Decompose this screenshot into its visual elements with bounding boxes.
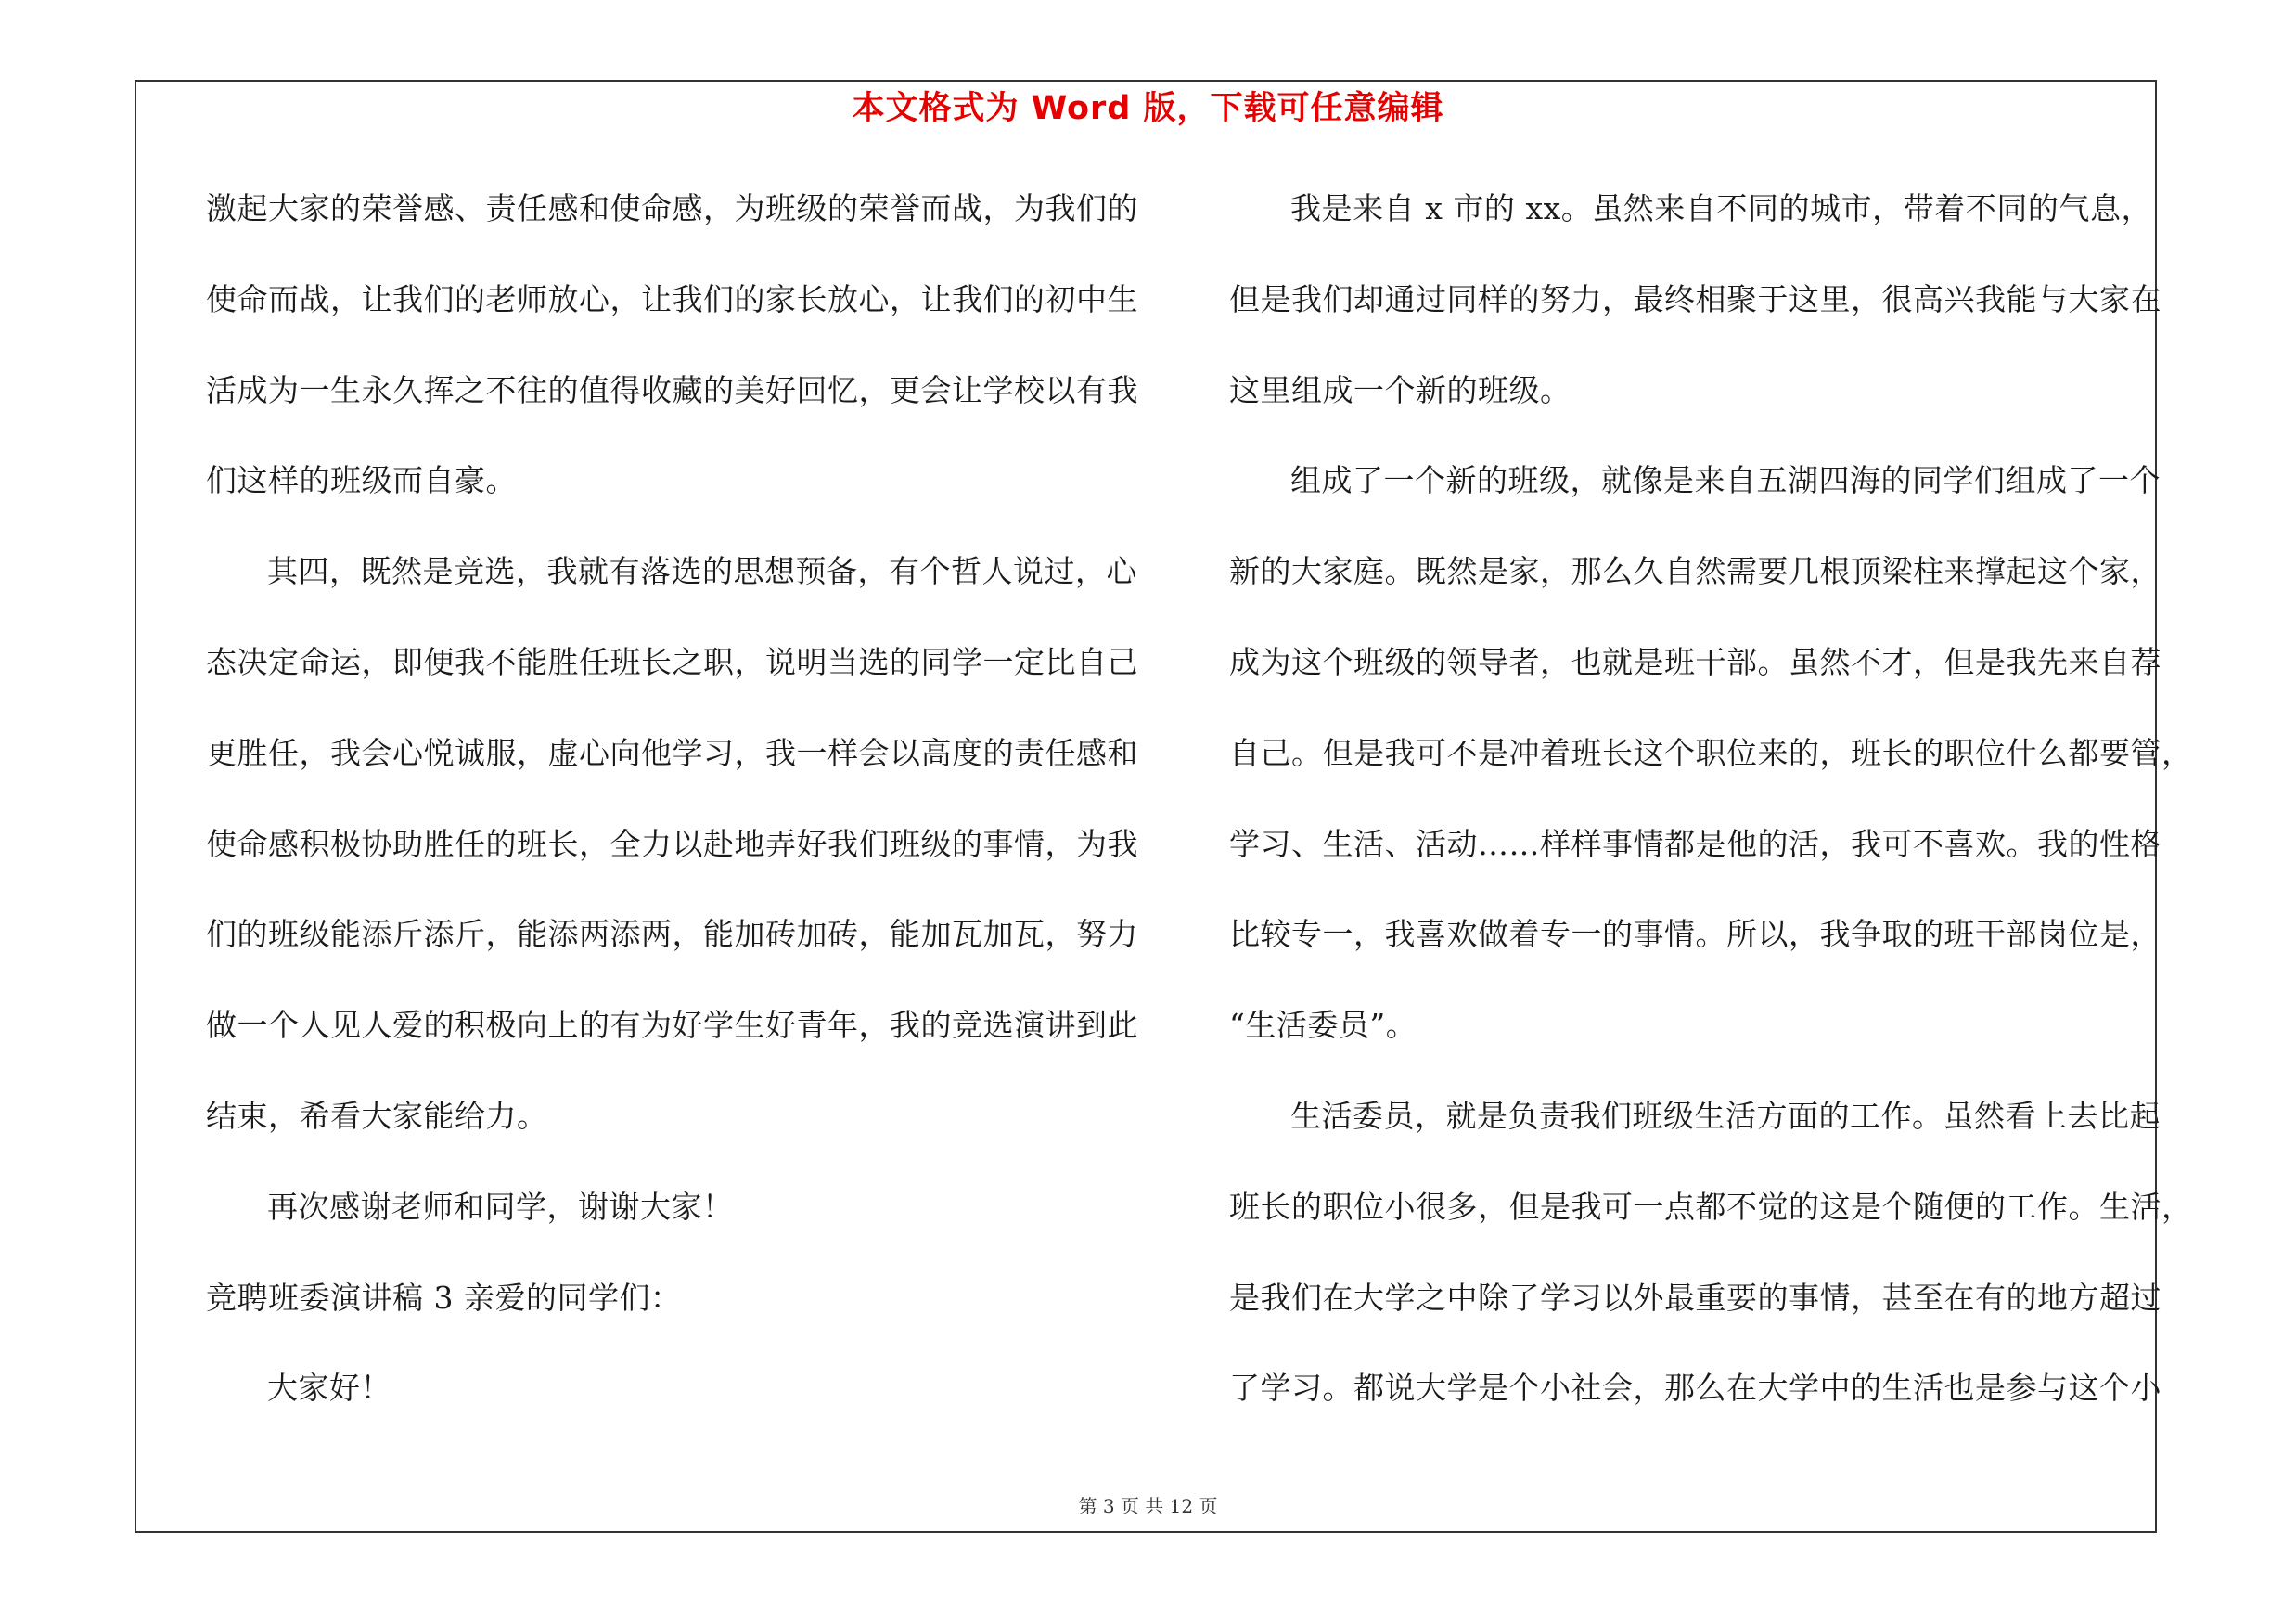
text-line: 了学习。都说大学是个小社会，那么在大学中的生活也是参与这个小 (1229, 1370, 2161, 1407)
text-line: 结束，希看大家能给力。 (206, 1097, 548, 1134)
text-line: 自己。但是我可不是冲着班长这个职位来的，班长的职位什么都要管， (1229, 734, 2193, 771)
text-line: 新的大家庭。既然是家，那么久自然需要几根顶梁柱来撑起这个家， (1229, 553, 2161, 590)
text-line: 竞聘班委演讲稿 3 亲爱的同学们： (206, 1279, 682, 1316)
text-line: 班长的职位小很多，但是我可一点都不觉的这是个随便的工作。生活， (1229, 1188, 2193, 1225)
right-text-column (1229, 186, 2193, 1456)
text-line: 大家好！ (267, 1370, 391, 1407)
text-line: 态决定命运，即便我不能胜任班长之职，说明当选的同学一定比自己 (206, 643, 1138, 680)
text-line: 成为这个班级的领导者，也就是班干部。虽然不才，但是我先来自荐 (1229, 643, 2161, 680)
format-banner: 本文格式为 Word 版，下载可任意编辑 (852, 90, 1444, 127)
page-footer: 第 3 页 共 12 页 (1078, 1495, 1218, 1517)
text-line: 使命而战，让我们的老师放心，让我们的家长放心，让我们的初中生 (206, 280, 1138, 317)
text-line: 比较专一，我喜欢做着专一的事情。所以，我争取的班干部岗位是， (1229, 916, 2161, 953)
text-line: 激起大家的荣誉感、责任感和使命感，为班级的荣誉而战，为我们的 (206, 190, 1138, 226)
text-line: 其四，既然是竞选，我就有落选的思想预备，有个哲人说过，心 (267, 553, 1137, 590)
left-text-column (206, 186, 1138, 1456)
text-line: 是我们在大学之中除了学习以外最重要的事情，甚至在有的地方超过 (1229, 1279, 2161, 1316)
text-line: “生活委员”。 (1229, 1007, 1417, 1044)
text-line: 我是来自 x 市的 xx。虽然来自不同的城市，带着不同的气息， (1290, 190, 2152, 226)
text-line: 再次感谢老师和同学，谢谢大家！ (267, 1188, 734, 1225)
text-line: 使命感积极协助胜任的班长，全力以赴地弄好我们班级的事情，为我 (206, 825, 1138, 862)
text-line: 们这样的班级而自豪。 (206, 462, 517, 499)
text-line: 们的班级能添斤添斤，能添两添两，能加砖加砖，能加瓦加瓦，努力 (206, 916, 1138, 953)
text-line: 这里组成一个新的班级。 (1229, 371, 1571, 408)
text-line: 但是我们却通过同样的努力，最终相聚于这里，很高兴我能与大家在 (1229, 280, 2161, 317)
text-line: 组成了一个新的班级，就像是来自五湖四海的同学们组成了一个 (1290, 462, 2161, 499)
text-line: 做一个人见人爱的积极向上的有为好学生好青年，我的竞选演讲到此 (206, 1007, 1138, 1044)
text-line: 更胜任，我会心悦诚服，虚心向他学习，我一样会以高度的责任感和 (206, 734, 1138, 771)
text-line: 学习、生活、活动……样样事情都是他的活，我可不喜欢。我的性格 (1229, 825, 2161, 862)
text-line: 活成为一生永久挥之不往的值得收藏的美好回忆，更会让学校以有我 (206, 371, 1138, 408)
text-line: 生活委员，就是负责我们班级生活方面的工作。虽然看上去比起 (1290, 1097, 2161, 1134)
